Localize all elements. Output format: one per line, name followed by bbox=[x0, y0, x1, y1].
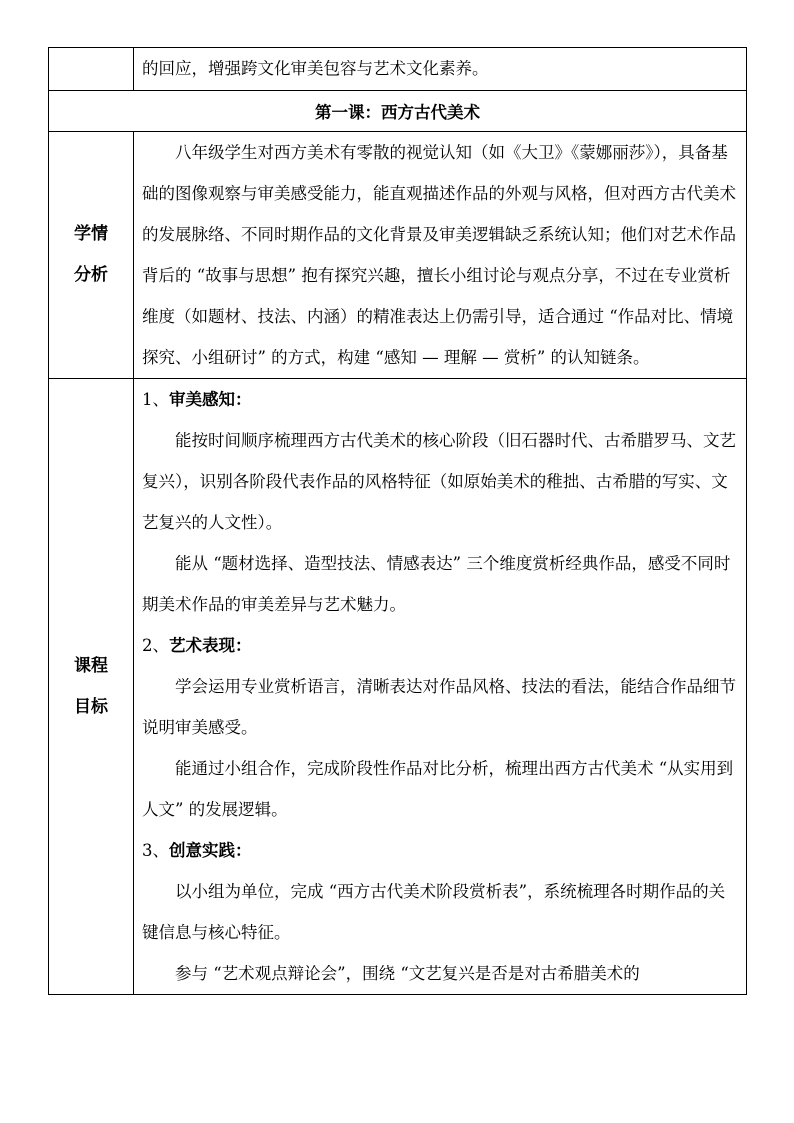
goal-heading-text: 创意实践： bbox=[169, 841, 252, 860]
goal-paragraph: 以小组为单位，完成 “西方古代美术阶段赏析表”，系统梳理各时期作品的关键信息与核心特征。 bbox=[142, 882, 726, 942]
student-analysis-text: 八年级学生对西方美术有零散的视觉认知（如《大卫》《蒙娜丽莎》），具备基础的图像观察与审美感受能力，能直观描述作品的外观与风格，但对西方古代美术的发展脉络、不同时期作品的文化背景及审美逻辑缺乏系统认知；他们对艺术作品背后的 “故事与思想” 抱有探究兴趣，擅长小组讨论与观点分享，不过在专业赏析维度（如题材、技法、内涵）的精准表达上仍需引导，适合通过 “作品对比、情境探究、小组研讨” 的方式，构建 “感知 — 理解 — 赏析” 的认知链条。 bbox=[142, 143, 736, 367]
goal-heading-1 bbox=[142, 379, 740, 420]
table-row-student-analysis bbox=[49, 132, 747, 379]
goal-paragraph: 学会运用专业赏析语言，清晰表达对作品风格、技法的看法，能结合作品细节说明审美感受。 bbox=[142, 677, 736, 737]
goal-heading-text: 艺术表现： bbox=[169, 636, 252, 655]
course-goals-label-line1: 课程 bbox=[74, 655, 108, 676]
student-analysis-label-line1: 学情 bbox=[74, 224, 108, 244]
course-goals-label bbox=[49, 379, 134, 995]
goal-paragraph: 能通过小组合作，完成阶段性作品对比分析，梳理出西方古代美术 “从实用到人文” 的发展逻辑。 bbox=[142, 759, 734, 819]
lesson-plan-table bbox=[48, 47, 747, 995]
course-goals-cell bbox=[134, 379, 747, 995]
lesson-title: 第一课：西方古代美术 bbox=[49, 91, 747, 132]
student-analysis-cell bbox=[134, 132, 747, 379]
empty-label-cell bbox=[49, 48, 134, 91]
goal-number: 3、 bbox=[142, 841, 169, 860]
course-goals-label-line2: 目标 bbox=[74, 696, 108, 717]
goal-heading-2 bbox=[142, 625, 740, 666]
table-row-continuation bbox=[49, 48, 747, 91]
continuation-text: 的回应，增强跨文化审美包容与艺术文化素养。 bbox=[142, 59, 489, 78]
table-row-course-goals bbox=[49, 379, 747, 995]
goal-number: 1、 bbox=[142, 390, 169, 409]
student-analysis-label bbox=[49, 132, 134, 379]
goal-heading-text: 审美感知： bbox=[169, 390, 252, 409]
student-analysis-label-line2: 分析 bbox=[74, 265, 108, 285]
goal-paragraph: 能从 “题材选择、造型技法、情感表达” 三个维度赏析经典作品，感受不同时期美术作品的审美差异与艺术魅力。 bbox=[142, 554, 731, 614]
goal-paragraph: 能按时间顺序梳理西方古代美术的核心阶段（旧石器时代、古希腊罗马、文艺复兴），识别各阶段代表作品的风格特征（如原始美术的稚拙、古希腊的写实、文艺复兴的人文性）。 bbox=[142, 431, 736, 532]
goal-number: 2、 bbox=[142, 636, 169, 655]
table-row-lesson-title bbox=[49, 91, 747, 132]
goal-heading-3 bbox=[142, 830, 740, 871]
goal-paragraph: 参与 “艺术观点辩论会”，围绕 “文艺复兴是否是对古希腊美术的 bbox=[175, 964, 640, 983]
continuation-cell bbox=[134, 48, 747, 91]
